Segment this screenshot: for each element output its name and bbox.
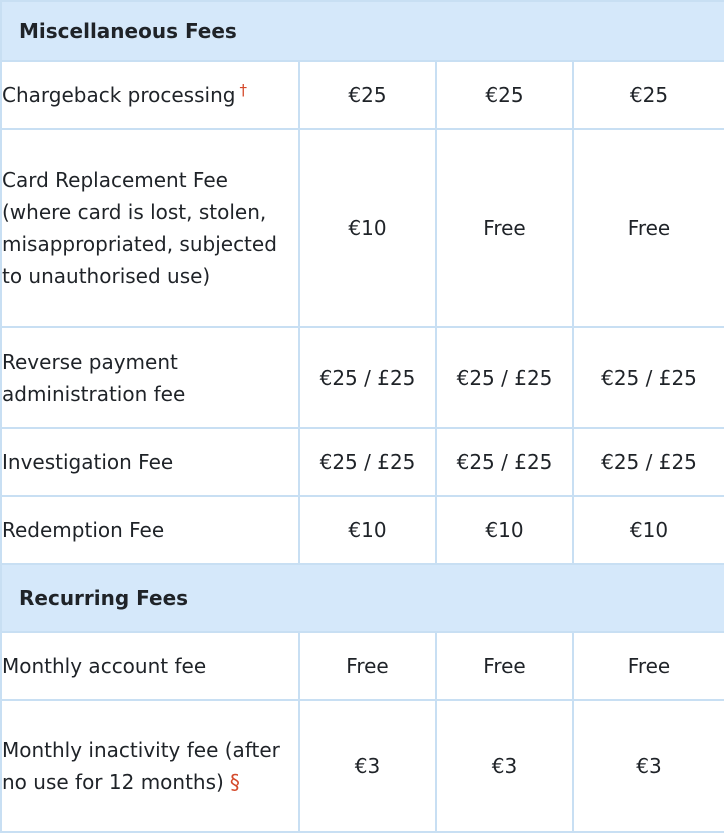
fee-value: €25 xyxy=(573,61,724,129)
table-row xyxy=(1,496,724,564)
fee-value: Free xyxy=(436,129,573,327)
section-header-miscellaneous-fees xyxy=(1,1,724,61)
section-footnote-mark: § xyxy=(229,770,240,794)
fee-value: Free xyxy=(299,632,436,700)
fee-value: €25 xyxy=(299,61,436,129)
dagger-footnote-mark: † xyxy=(239,81,247,99)
table-row xyxy=(1,428,724,496)
table-row xyxy=(1,632,724,700)
section-title: Miscellaneous Fees xyxy=(1,1,724,61)
fee-value: €25 xyxy=(436,61,573,129)
fee-value: €10 xyxy=(573,496,724,564)
table-row xyxy=(1,700,724,832)
fee-label xyxy=(1,700,299,832)
fee-label-text: Monthly inactivity fee (after no use for 12 months) xyxy=(2,738,280,794)
fee-value: €10 xyxy=(299,496,436,564)
fee-value: €25 / £25 xyxy=(573,327,724,428)
fee-value: €10 xyxy=(436,496,573,564)
fee-value: €25 / £25 xyxy=(573,428,724,496)
fee-value: €3 xyxy=(436,700,573,832)
fee-label xyxy=(1,61,299,129)
fee-label: Card Replacement Fee (where card is lost, stolen, misappropriated, subjected to unauthorised use) xyxy=(1,129,299,327)
fee-value: €3 xyxy=(299,700,436,832)
fee-label: Reverse payment administration fee xyxy=(1,327,299,428)
fee-value: €25 / £25 xyxy=(299,327,436,428)
fee-value: €3 xyxy=(573,700,724,832)
fee-label: Monthly account fee xyxy=(1,632,299,700)
fee-value: €10 xyxy=(299,129,436,327)
fee-value: Free xyxy=(436,632,573,700)
fee-label-text: Chargeback processing xyxy=(2,83,236,107)
section-title: Recurring Fees xyxy=(1,564,724,632)
table-row xyxy=(1,129,724,327)
fee-value: €25 / £25 xyxy=(299,428,436,496)
table-row xyxy=(1,61,724,129)
table-row xyxy=(1,327,724,428)
fee-value: Free xyxy=(573,632,724,700)
fee-value: €25 / £25 xyxy=(436,327,573,428)
fee-value: Free xyxy=(573,129,724,327)
fee-label: Redemption Fee xyxy=(1,496,299,564)
section-header-recurring-fees xyxy=(1,564,724,632)
fee-value: €25 / £25 xyxy=(436,428,573,496)
fee-label: Investigation Fee xyxy=(1,428,299,496)
